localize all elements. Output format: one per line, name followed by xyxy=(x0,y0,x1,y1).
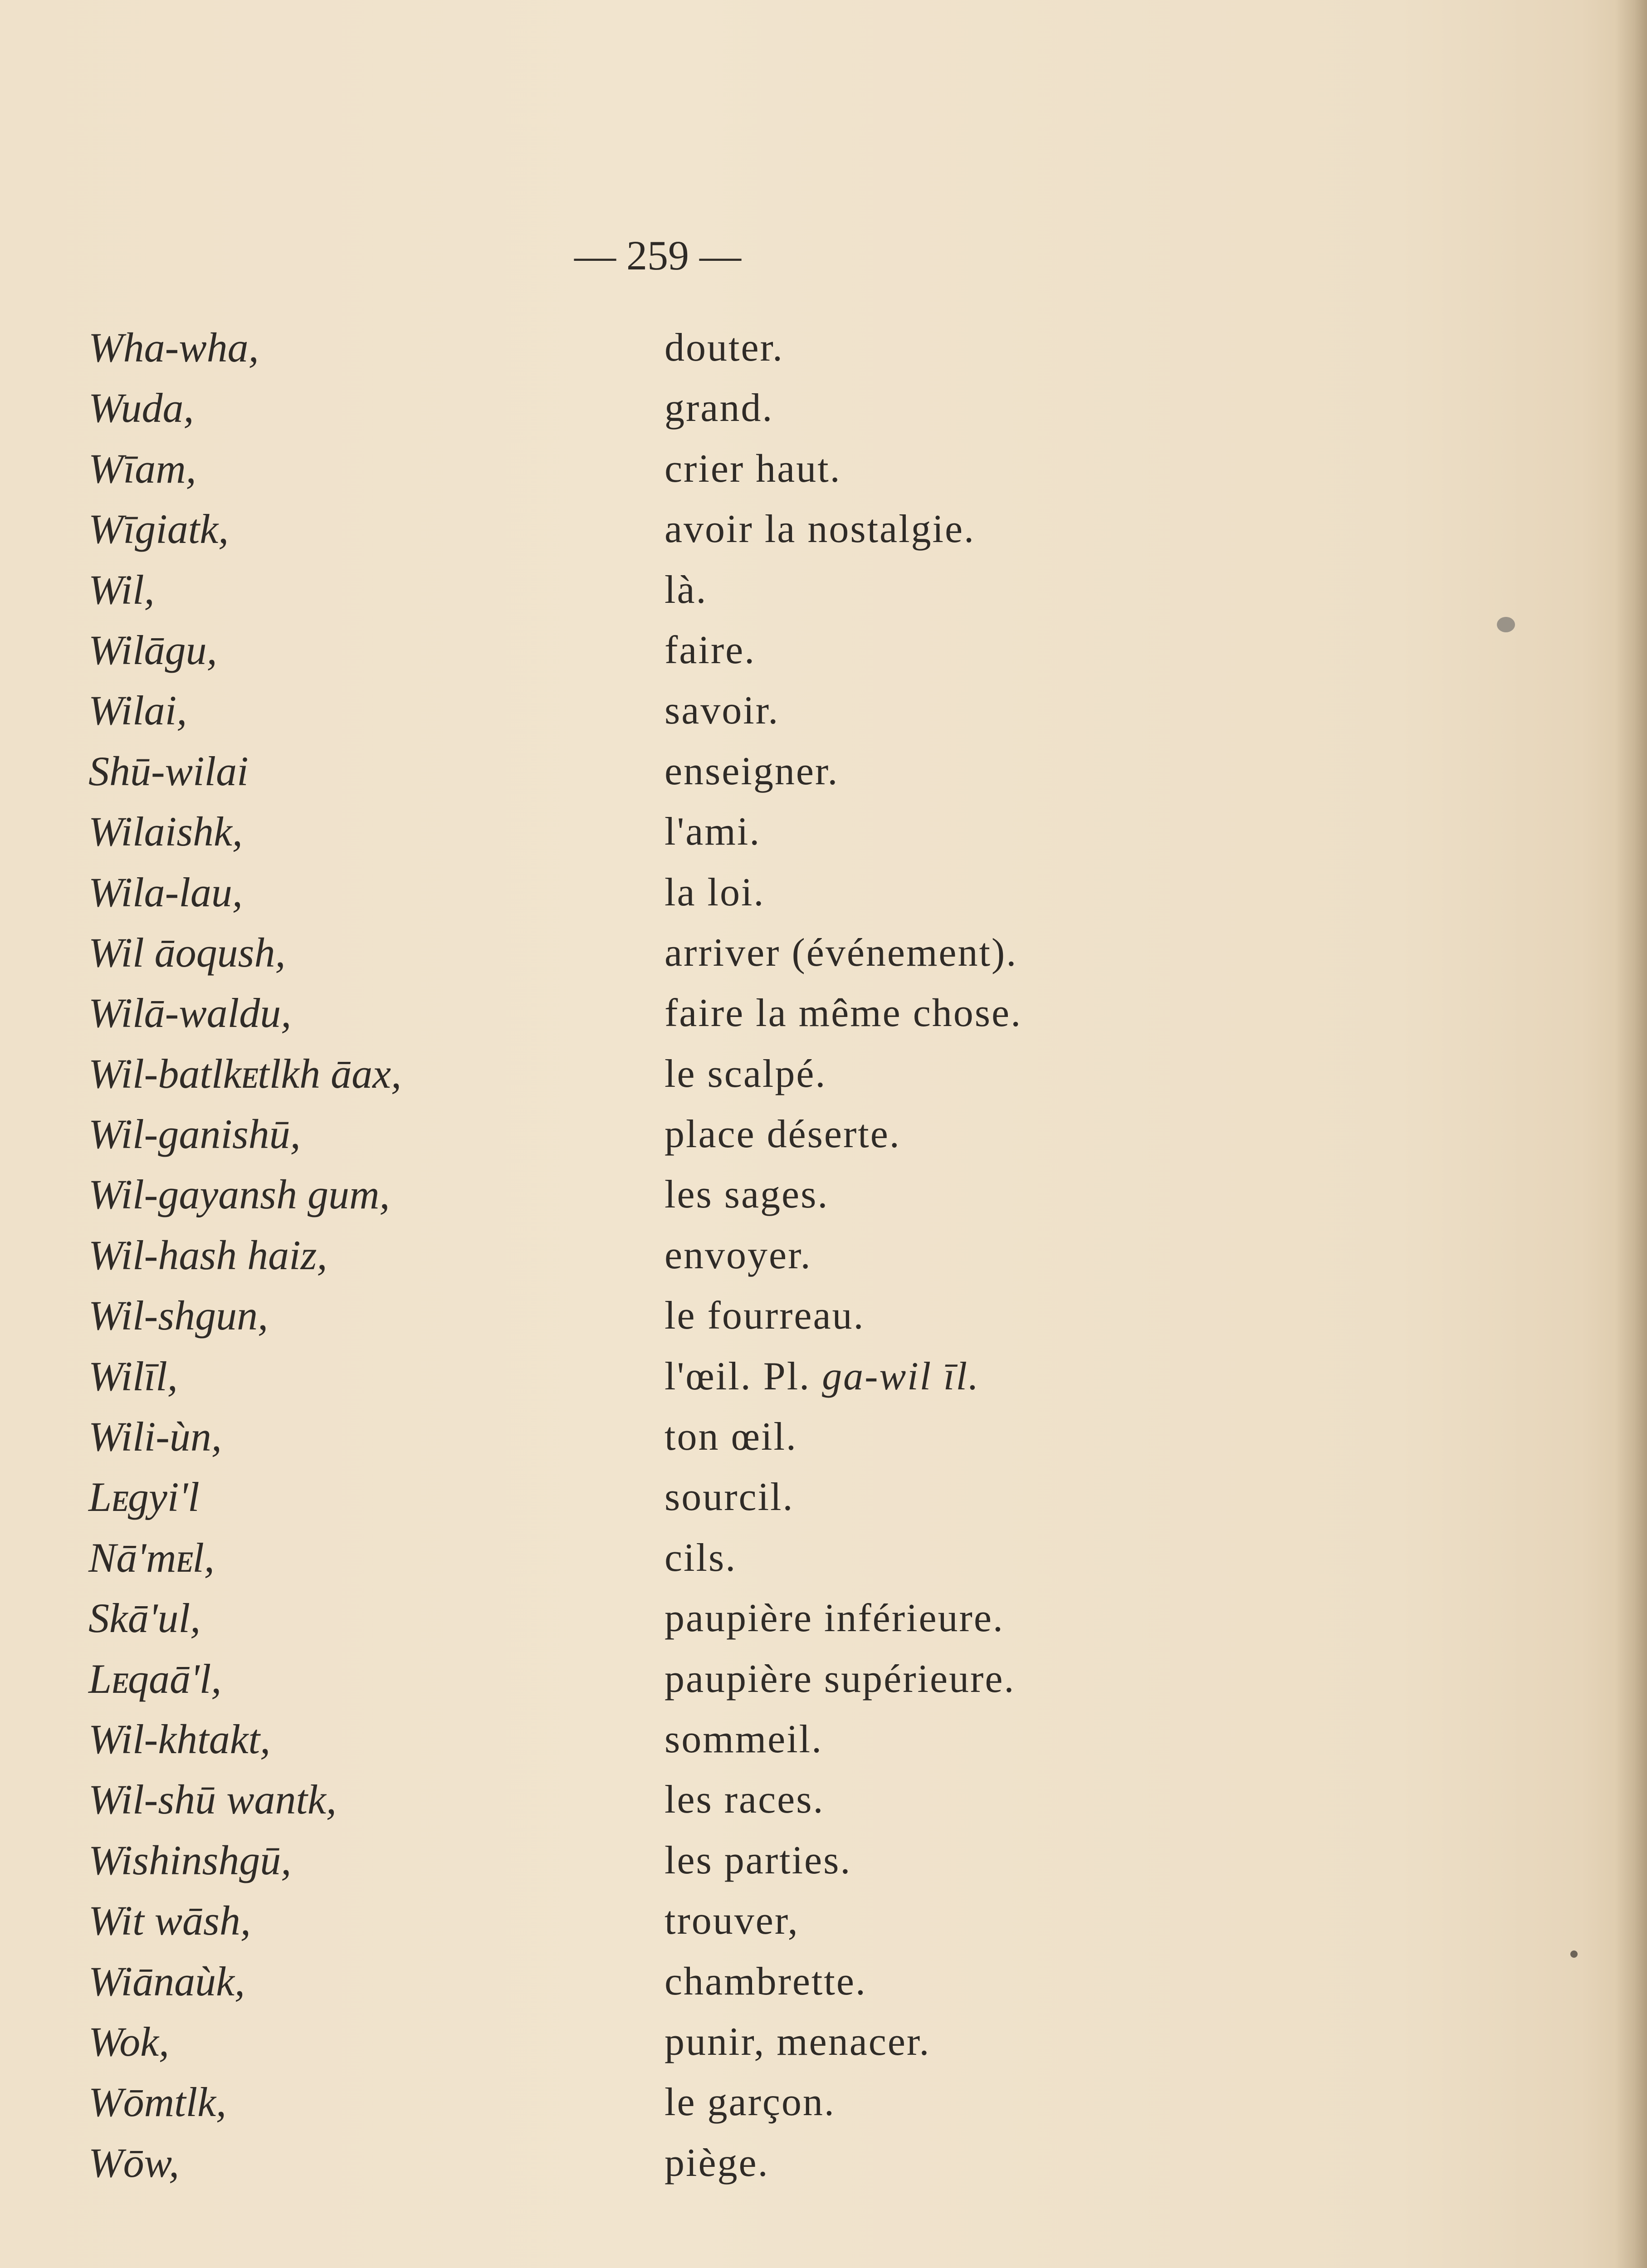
glossary-entry xyxy=(88,1407,1540,1467)
glossary-entry xyxy=(88,2133,1540,2193)
entry-gloss-text: les races. xyxy=(665,1778,825,1822)
entry-gloss xyxy=(665,2072,836,2132)
entry-gloss xyxy=(665,1225,812,1286)
glossary-entry xyxy=(88,923,1540,983)
entry-term: Shū-wilai xyxy=(88,748,249,794)
glossary-entry xyxy=(88,1649,1540,1709)
glossary-entry xyxy=(88,560,1540,620)
entry-gloss-text: envoyer. xyxy=(665,1233,812,1277)
entry-gloss xyxy=(665,378,773,438)
entry-gloss-text: punir, menacer. xyxy=(665,2019,931,2064)
entry-term: Lᴇgyi'l xyxy=(88,1474,200,1520)
glossary-entry xyxy=(88,2012,1540,2072)
entry-gloss-text: place déserte. xyxy=(665,1112,901,1157)
entry-gloss-text: savoir. xyxy=(665,689,780,733)
entry-gloss xyxy=(665,1769,824,1830)
glossary-entry xyxy=(88,318,1540,378)
entry-gloss xyxy=(665,680,779,741)
glossary-entry xyxy=(88,439,1540,499)
entry-gloss xyxy=(665,862,765,923)
glossary-entry xyxy=(88,1044,1540,1104)
entry-term: Nā'mᴇl, xyxy=(88,1534,215,1581)
page-edge-shadow xyxy=(1615,0,1647,2268)
entry-term: Wilāgu, xyxy=(88,626,217,673)
entry-gloss-text: trouver, xyxy=(665,1899,799,1943)
entry-term: Wil, xyxy=(88,566,155,613)
glossary-entry xyxy=(88,1164,1540,1225)
entry-gloss xyxy=(665,1951,867,2012)
glossary-entry xyxy=(88,378,1540,438)
entry-gloss-text: piège. xyxy=(665,2141,769,2185)
ink-speck xyxy=(1570,1950,1578,1958)
entry-gloss-text: paupière supérieure. xyxy=(665,1657,1016,1701)
entry-gloss-text: les parties. xyxy=(665,1838,852,1882)
entry-gloss-text: l'œil. Pl. xyxy=(665,1354,811,1398)
glossary-entry xyxy=(88,1709,1540,1769)
entry-gloss xyxy=(665,983,1022,1043)
entry-gloss-text: ton œil. xyxy=(665,1415,797,1459)
entry-term: Wōmtlk, xyxy=(88,2079,227,2126)
entry-gloss xyxy=(665,1588,1004,1648)
entry-gloss-plural: ga-wil īl. xyxy=(822,1354,980,1398)
entry-gloss xyxy=(665,2012,930,2072)
entry-term: Wil-batlkᴇtlkh āax, xyxy=(88,1050,401,1097)
entry-gloss-text: faire. xyxy=(665,628,756,672)
entry-gloss-text: paupière inférieure. xyxy=(665,1596,1004,1641)
glossary-entry xyxy=(88,1891,1540,1951)
entry-gloss-text: avoir la nostalgie. xyxy=(665,507,976,552)
entry-gloss xyxy=(665,1467,794,1527)
page-number: — 259 — xyxy=(574,232,741,279)
entry-term: Wilai, xyxy=(88,687,187,734)
entry-gloss-text: la loi. xyxy=(665,870,765,914)
glossary-entry xyxy=(88,862,1540,923)
glossary-entry xyxy=(88,1769,1540,1830)
entry-term: Wīgiatk, xyxy=(88,506,229,552)
entry-gloss-text: le fourreau. xyxy=(665,1294,865,1338)
entry-gloss xyxy=(665,560,708,620)
glossary-entry xyxy=(88,1528,1540,1588)
entry-gloss-text: arriver (événement). xyxy=(665,930,1018,975)
entry-gloss-text: le scalpé. xyxy=(665,1051,827,1096)
glossary-entry xyxy=(88,741,1540,802)
glossary-entry xyxy=(88,1346,1540,1407)
entry-gloss-text: faire la même chose. xyxy=(665,991,1022,1036)
entry-gloss xyxy=(665,923,1017,983)
entry-gloss xyxy=(665,318,784,378)
entry-gloss-text: là. xyxy=(665,567,708,612)
entry-gloss xyxy=(665,439,841,499)
entry-gloss-text: sommeil. xyxy=(665,1717,823,1761)
glossary-list xyxy=(88,318,1540,2193)
entry-gloss xyxy=(665,1649,1015,1709)
entry-gloss xyxy=(665,499,975,559)
entry-term: Wilā-waldu, xyxy=(88,990,292,1036)
entry-gloss-text: le garçon. xyxy=(665,2080,836,2125)
entry-term: Wilīl, xyxy=(88,1353,178,1399)
glossary-entry xyxy=(88,802,1540,862)
entry-gloss-text: grand. xyxy=(665,386,774,430)
entry-term: Wil-gayansh gum, xyxy=(88,1171,390,1218)
entry-gloss-text: cils. xyxy=(665,1535,737,1580)
entry-gloss xyxy=(665,1407,797,1467)
glossary-entry xyxy=(88,1104,1540,1164)
entry-term: Wil-ganishū, xyxy=(88,1111,301,1158)
entry-term: Wil-shgun, xyxy=(88,1292,269,1339)
entry-term: Wīam, xyxy=(88,445,196,492)
entry-gloss xyxy=(665,1104,901,1164)
entry-gloss-text: l'ami. xyxy=(665,810,761,854)
entry-term: Wōw, xyxy=(88,2139,180,2186)
glossary-entry xyxy=(88,1830,1540,1891)
glossary-entry xyxy=(88,983,1540,1043)
entry-gloss-text: douter. xyxy=(665,326,784,370)
entry-gloss xyxy=(665,620,756,680)
entry-term: Wil-hash haiz, xyxy=(88,1232,327,1278)
entry-gloss xyxy=(665,2133,769,2193)
entry-gloss xyxy=(665,1528,737,1588)
entry-gloss xyxy=(665,1164,829,1225)
entry-term: Wuda, xyxy=(88,385,194,431)
entry-gloss-text: les sages. xyxy=(665,1173,829,1217)
entry-gloss xyxy=(665,802,761,862)
entry-term: Wok, xyxy=(88,2018,170,2065)
entry-term: Wha-wha, xyxy=(88,324,259,371)
glossary-entry xyxy=(88,1588,1540,1648)
entry-gloss-text: crier haut. xyxy=(665,446,841,491)
entry-gloss xyxy=(665,1891,799,1951)
entry-term: Wila-lau, xyxy=(88,869,243,915)
entry-term: Wilaishk, xyxy=(88,808,243,855)
entry-term: Wil āoqush, xyxy=(88,929,286,976)
entry-gloss xyxy=(665,1286,865,1346)
entry-gloss xyxy=(665,1346,980,1407)
entry-gloss xyxy=(665,1709,823,1769)
entry-gloss xyxy=(665,1830,851,1891)
glossary-entry xyxy=(88,620,1540,680)
glossary-entry xyxy=(88,2072,1540,2132)
entry-term: Wil-shū wantk, xyxy=(88,1776,337,1823)
entry-gloss xyxy=(665,741,839,802)
entry-term: Wit wāsh, xyxy=(88,1897,251,1944)
entry-term: Lᴇqaā'l, xyxy=(88,1655,222,1702)
glossary-entry xyxy=(88,499,1540,559)
entry-gloss-text: chambrette. xyxy=(665,1959,867,2004)
entry-gloss xyxy=(665,1044,826,1104)
entry-term: Wil-khtakt, xyxy=(88,1716,271,1762)
entry-term: Wiānaùk, xyxy=(88,1958,245,2004)
glossary-entry xyxy=(88,1467,1540,1527)
entry-gloss-text: sourcil. xyxy=(665,1475,794,1520)
entry-term: Wili-ùn, xyxy=(88,1413,222,1460)
entry-gloss-text: enseigner. xyxy=(665,749,839,793)
glossary-entry xyxy=(88,680,1540,741)
entry-term: Skā'ul, xyxy=(88,1595,201,1642)
entry-term: Wishinshgū, xyxy=(88,1837,292,1883)
glossary-entry xyxy=(88,1951,1540,2012)
glossary-entry xyxy=(88,1225,1540,1286)
glossary-entry xyxy=(88,1286,1540,1346)
